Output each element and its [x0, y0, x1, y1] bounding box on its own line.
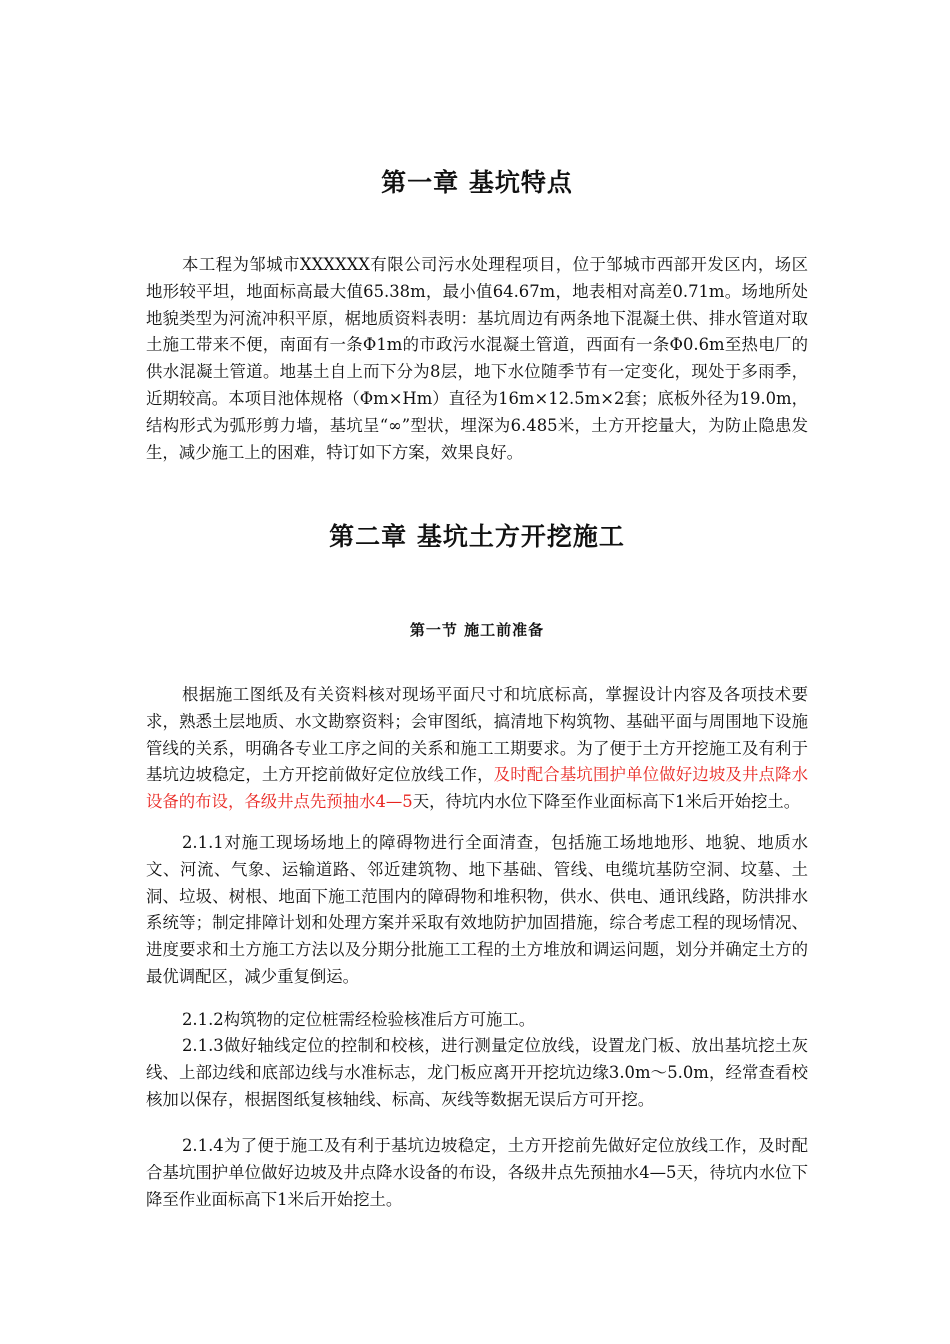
- item-2-1-2-paragraph: 2.1.2构筑物的定位桩需经检验核准后方可施工。: [182, 1010, 536, 1029]
- section1-intro-paragraph: [146, 682, 808, 816]
- section1-title: 第一节 施工前准备: [409, 621, 545, 639]
- intro-highlight-text: 及时配合基坑围护单位做好边坡及井点降水设备的布设，各级井点先预抽水4—5: [146, 765, 809, 812]
- intro-text-part2: 天，待坑内水位下降至作业面标高下1米后开始挖土。: [412, 792, 801, 812]
- item-2-1-1-paragraph: 2.1.1对施工现场场地上的障碍物进行全面清查，包括施工场地地形、地貌、地质水文、河流、气象、运输道路、邻近建筑物、地下基础、管线、电缆坑基防空洞、坟墓、土洞、垃圾、树根、地面下施工范围内的障碍物和堆积物，供水、供电、通讯线路，防洪排水系统等；制定排障计划和处理方案并采取有效地防护加固措施，综合考虑工程的现场情况、进度要求和土方施工方法以及分期分批施工工程的土方堆放和调运问题，划分并确定土方的最优调配区，减少重复倒运。: [146, 833, 808, 986]
- chapter1-title: 第一章 基坑特点: [381, 168, 573, 197]
- item-2-1-4-paragraph: 2.1.4为了便于施工及有利于基坑边坡稳定，土方开挖前先做好定位放线工作，及时配合基坑围护单位做好边坡及井点降水设备的布设，各级井点先预抽水4—5天，待坑内水位下降至作业面标高下1米后开始挖土。: [146, 1136, 808, 1209]
- chapter1-paragraph: 本工程为邹城市XXXXXX有限公司污水处理程项目，位于邹城市西部开发区内，场区地形较平坦，地面标高最大值65.38m，最小值64.67m，地表相对高差0.71m。场地所处地貌类型为河流冲积平原，椐地质资料表明：基坑周边有两条地下混凝土供、排水管道对取土施工带来不便，南面有一条Φ1m的市政污水混凝土管道，西面有一条Φ0.6m至热电厂的供水混凝土管道。地基土自上而下分为8层，地下水位随季节有一定变化，现处于多雨季，近期较高。本项目池体规格（Φm×Hm）直径为16m×12.5m×2套；底板外径为19.0m，结构形式为弧形剪力墙，基坑呈“∞”型状，埋深为6.485米，土方开挖量大，为防止隐患发生，减少施工上的困难，特订如下方案，效果良好。: [146, 255, 808, 462]
- chapter2-title: 第二章 基坑土方开挖施工: [329, 522, 625, 551]
- intro-text-part1: 根据施工图纸及有关资料核对现场平面尺寸和坑底标高，掌握设计内容及各项技术要求，熟悉土层地质、水文勘察资料；会审图纸，搞清地下构筑物、基础平面与周围地下设施管线的关系，明确各专业工序之间的关系和施工工期要求。为了便于土方开挖施工及有利于基坑边坡稳定，土方开挖前做好定位放线工作，: [146, 685, 808, 785]
- item-2-1-3-paragraph: 2.1.3做好轴线定位的控制和校核，进行测量定位放线，设置龙门板、放出基坑挖土灰线、上部边线和底部边线与水准标志，龙门板应离开开挖坑边缘3.0m～5.0m，经常查看校核加以保存，根据图纸复核轴线、标高、灰线等数据无误后方可开挖。: [146, 1036, 808, 1109]
